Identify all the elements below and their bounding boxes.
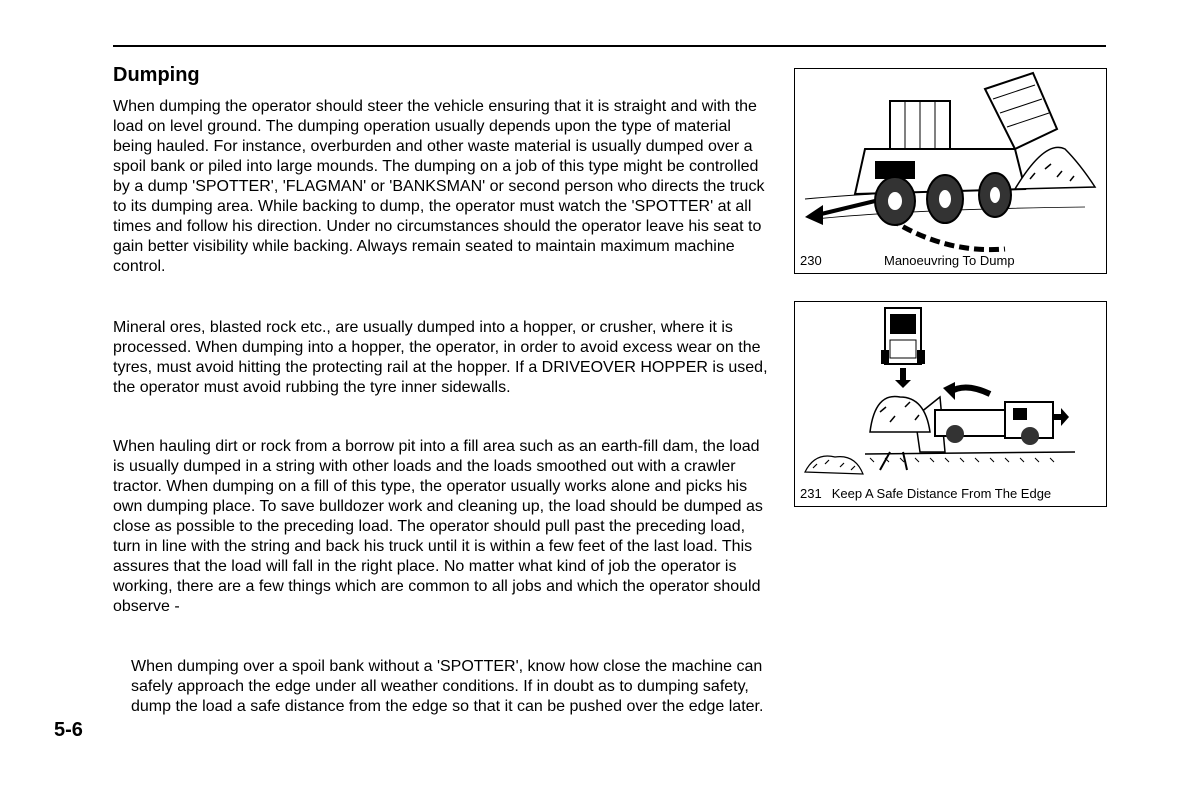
paragraph-2: Mineral ores, blasted rock etc., are usually dumped into a hopper, or crusher, where it is processed. When dumping into a hopper, the operator, in order to avoid excess wear on the tyres, must avoid hitting the protecting rail at the hopper. If a DRIVEOVER HOPPER is used, the operator must avoid rubbing the tyre inner sidewalls.	[113, 319, 768, 396]
dump-truck-manoeuvring-illustration	[795, 69, 1106, 273]
figure-caption	[800, 253, 1015, 268]
figure-230	[794, 68, 1107, 274]
figure-number: 230	[800, 253, 822, 268]
paragraph-3: When hauling dirt or rock from a borrow pit into a fill area such as an earth-fill dam, the load is usually dumped in a string with other loads and the loads smoothed out with a crawler tractor. When dumping on a fill of this type, the operator usually works alone and picks his own dumping place. To save bulldozer work and cleaning up, the load should be dumped as close as possible to the preceding load. The operator should pull past the preceding load, turn in line with the string and back his truck until it is within a few feet of the last load. This assures that the load will fall in the right place. No matter what kind of job the operator is working, there are a few things which are common to all jobs and which the operator should observe -	[113, 438, 763, 615]
figure-number: 231	[800, 486, 822, 501]
paragraph-4-indented: When dumping over a spoil bank without a 'SPOTTER', know how close the machine can safely approach the edge under all weather conditions. If in doubt as to dumping safety, dump the load a safe distance from the edge so that it can be pushed over the edge later.	[131, 658, 764, 715]
page-number: 5-6	[54, 719, 83, 741]
figure-title: Keep A Safe Distance From The Edge	[831, 486, 1052, 501]
figure-title: Manoeuvring To Dump	[884, 253, 1015, 268]
figure-caption	[800, 486, 1051, 501]
paragraph-1: When dumping the operator should steer the vehicle ensuring that it is straight and with the load on level ground. The dumping operation usually depends upon the type of material being hauled. For instance, overburden and other waste material is usually dumped over a spoil bank or piled into large mounds. The dumping on a job of this type might be controlled by a dump 'SPOTTER', 'FLAGMAN' or 'BANKSMAN' or second person who directs the truck to its dumping area. While backing to dump, the operator must watch the 'SPOTTER' at all times and follow his direction. Under no circumstances should the operator leave his seat to gain better visibility while backing. Always remain seated to maintain maximum machine control.	[113, 98, 765, 275]
figure-231	[794, 301, 1107, 507]
section-heading: Dumping	[113, 64, 200, 86]
safe-distance-edge-illustration	[795, 302, 1106, 506]
header-rule	[113, 45, 1106, 47]
